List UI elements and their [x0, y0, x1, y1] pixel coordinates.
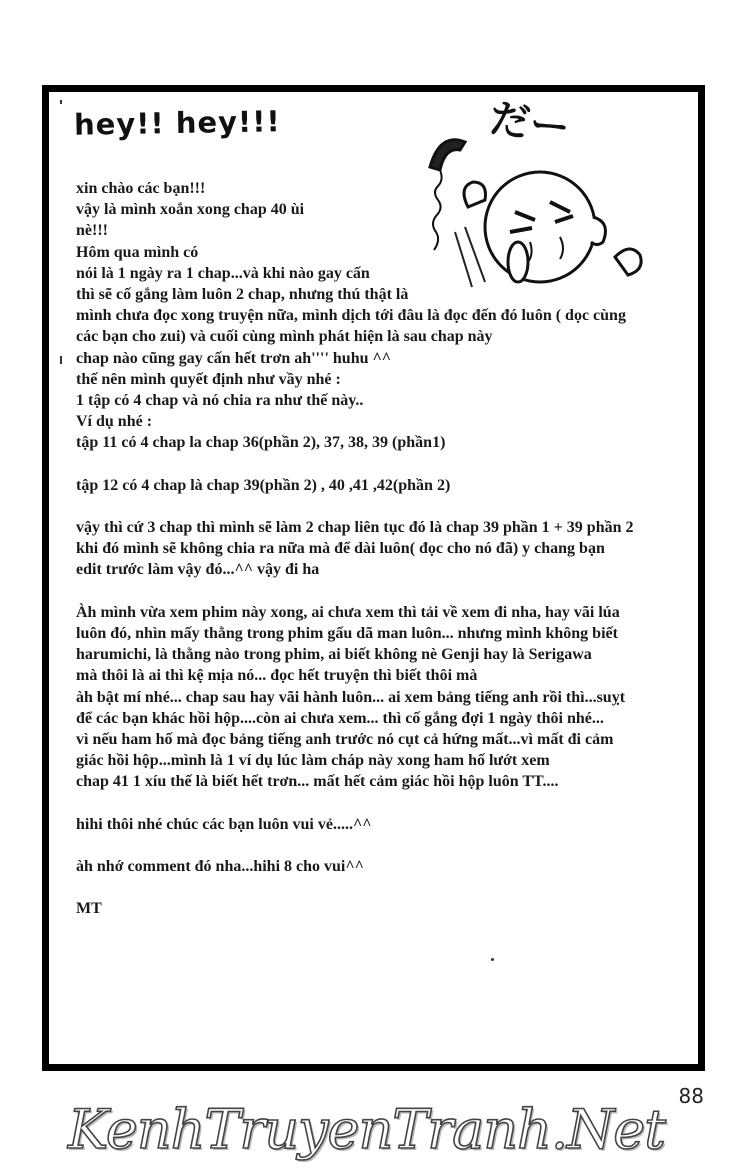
- letter-line: Ví dụ nhé :: [76, 413, 153, 431]
- sfx-text: だー: [486, 95, 573, 153]
- letter-line: 1 tập có 4 chap và nó chia ra như thế này..: [76, 391, 364, 409]
- page-number: 88: [678, 1084, 704, 1108]
- letter-line: edit trước làm vậy đó...^^ vậy đi ha: [76, 561, 320, 579]
- letter-line: xin chào các bạn!!!: [76, 180, 206, 197]
- letter-line: MT: [76, 900, 102, 918]
- letter-line: Àh mình vừa xem phim này xong, ai chưa xem thì tải về xem đi nha, hay vãi lúa: [76, 603, 620, 621]
- letter-line: nè!!!: [76, 222, 108, 240]
- letter-line: [76, 835, 716, 856]
- letter-line: mà thôi là ai thì kệ mịa nó... đọc hết truyện thì biết thôi mà: [76, 667, 478, 685]
- page-heading: hey!! hey!!!: [73, 104, 281, 142]
- letter-line: tập 12 có 4 chap là chap 39(phần 2) , 40 ,41 ,42(phần 2): [76, 476, 451, 494]
- letter-line: mình chưa đọc xong truyện nữa, mình dịch tới đâu là đọc đến đó luôn ( dọc cùng: [76, 307, 626, 325]
- letter-line: tập 11 có 4 chap la chap 36(phần 2), 37, 38, 39 (phần1): [76, 434, 446, 452]
- letter-line: [76, 792, 716, 813]
- letter-line: [76, 581, 716, 602]
- ink-speck: [491, 958, 494, 961]
- letter-line: luôn đó, nhìn mấy thằng trong phim gấu dã man luôn... nhưng mình không biết: [76, 624, 618, 642]
- letter-line: Hôm qua mình có: [76, 243, 199, 261]
- letter-line: [76, 877, 716, 898]
- letter-line: vậy thì cứ 3 chap thì mình sẽ làm 2 chap liên tục đó là chap 39 phần 1 + 39 phần 2: [76, 519, 634, 536]
- letter-line: vì nếu ham hố mà đọc bảng tiếng anh trước nó cụt cả hứng mất...vì mất đi cảm: [76, 730, 614, 748]
- letter-line: àh nhớ comment đó nha...hihi 8 cho vui^^: [76, 858, 364, 875]
- letter-line: thì sẽ cố gắng làm luôn 2 chap, nhưng thú thật là: [76, 285, 409, 303]
- letter-line: giác hồi hộp...mình là 1 ví dụ lúc làm cháp này xong ham hố lướt xem: [76, 752, 550, 770]
- letter-line: thế nên mình quyết định như vầy nhé :: [76, 370, 341, 388]
- ink-speck: [60, 356, 62, 364]
- letter-line: khi đó mình sẽ không chia ra nữa mà để dài luôn( đọc cho nó đã) y chang bạn: [76, 540, 605, 558]
- letter-line: àh bật mí nhé... chap sau hay vãi hành luôn... ai xem bảng tiếng anh rồi thì...suỵt: [76, 688, 626, 706]
- letter-line: chap 41 1 xíu thế là biết hết trơn... mất hết cảm giác hồi hộp luôn TT....: [76, 773, 559, 791]
- letter-line: các bạn cho zui) và cuối cùng mình phát hiện là sau chap này: [76, 328, 493, 346]
- site-watermark: KenhTruyenTranh.Net: [68, 1098, 665, 1161]
- ink-speck: [60, 100, 62, 104]
- letter-line: hihi thôi nhé chúc các bạn luôn vui vẻ.....^^: [76, 815, 372, 833]
- letter-line: harumichi, là thằng nào trong phim, ai biết không nè Genji hay là Serigawa: [76, 646, 592, 664]
- letter-line: vậy là mình xoắn xong chap 40 ùi: [76, 201, 305, 219]
- letter-line: để các bạn khác hồi hộp....còn ai chưa xem... thì cố gắng đợi 1 ngày thôi nhé...: [76, 709, 604, 727]
- letter-body: [76, 178, 716, 920]
- letter-line: chap nào cũng gay cấn hết trơn ah'''' huhu ^^: [76, 349, 392, 367]
- letter-line: [76, 496, 716, 517]
- letter-line: nói là 1 ngày ra 1 chap...và khi nào gay cấn: [76, 264, 370, 282]
- letter-line: [76, 453, 716, 474]
